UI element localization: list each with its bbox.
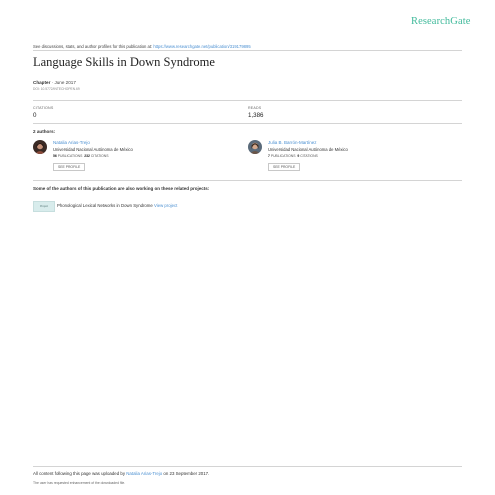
citation-count: 232 <box>84 154 90 158</box>
citations-label: CITATIONS <box>90 154 109 158</box>
citations-count: 0 <box>33 112 37 119</box>
divider <box>33 123 462 124</box>
publications-label: PUBLICATIONS <box>57 154 83 158</box>
author-name-link[interactable]: Julia B. Barrón-Martínez <box>268 140 317 145</box>
citation-count: 9 <box>297 154 300 158</box>
publications-label: PUBLICATIONS <box>270 154 296 158</box>
chapter-label: Chapter <box>33 80 51 85</box>
publication-link[interactable]: https://www.researchgate.net/publication/319179895 <box>153 44 251 49</box>
researchgate-logo[interactable]: ResearchGate <box>411 16 471 27</box>
doi: DOI: 10.5772/INTECHOPEN.69 <box>33 87 80 91</box>
publication-type <box>33 80 76 85</box>
divider <box>33 50 462 51</box>
author-institution: Universidad Nacional Autónoma de México <box>268 147 348 152</box>
author-name-link[interactable]: Natalia Arias-Trejo <box>53 140 90 145</box>
author-stats <box>53 154 108 158</box>
divider <box>33 466 462 467</box>
publication-date: · June 2017 <box>50 80 76 85</box>
project-badge: Project <box>33 201 55 212</box>
authors-heading: 2 authors: <box>33 129 56 134</box>
avatar[interactable] <box>248 140 262 154</box>
author-institution: Universidad Nacional Autónoma de México <box>53 147 133 152</box>
see-profile-button[interactable]: SEE PROFILE <box>268 163 300 171</box>
publication-count: 56 <box>53 154 57 158</box>
project-title: Phonological Lexical Networks in Down Syndrome <box>57 203 154 208</box>
citations-label: CITATIONS <box>33 106 54 110</box>
uploader-link[interactable]: Natalia Arias-Trejo <box>126 471 163 476</box>
enhancement-note: The user has requested enhancement of the downloaded file. <box>33 481 126 485</box>
citations-label: CITATIONS <box>300 154 318 158</box>
publication-count: 7 <box>268 154 270 158</box>
related-projects-heading: Some of the authors of this publication are also working on these related projects: <box>33 186 210 191</box>
reads-label: READS <box>248 106 262 110</box>
profile-intro <box>33 44 251 49</box>
project-item <box>57 203 177 208</box>
upload-note <box>33 471 209 476</box>
divider <box>33 100 462 101</box>
intro-text: See discussions, stats, and author profiles for this publication at: <box>33 44 154 49</box>
author-stats <box>268 154 318 158</box>
upload-prefix: All content following this page was uploaded by <box>33 471 127 476</box>
reads-count: 1,386 <box>248 112 264 119</box>
upload-suffix: on 23 September 2017. <box>162 471 210 476</box>
avatar[interactable] <box>33 140 47 154</box>
author-photo-icon <box>248 140 262 154</box>
see-profile-button[interactable]: SEE PROFILE <box>53 163 85 171</box>
publication-title: Language Skills in Down Syndrome <box>33 55 215 69</box>
divider <box>33 180 462 181</box>
view-project-link[interactable]: View project <box>153 203 178 208</box>
author-photo-icon <box>33 140 47 154</box>
